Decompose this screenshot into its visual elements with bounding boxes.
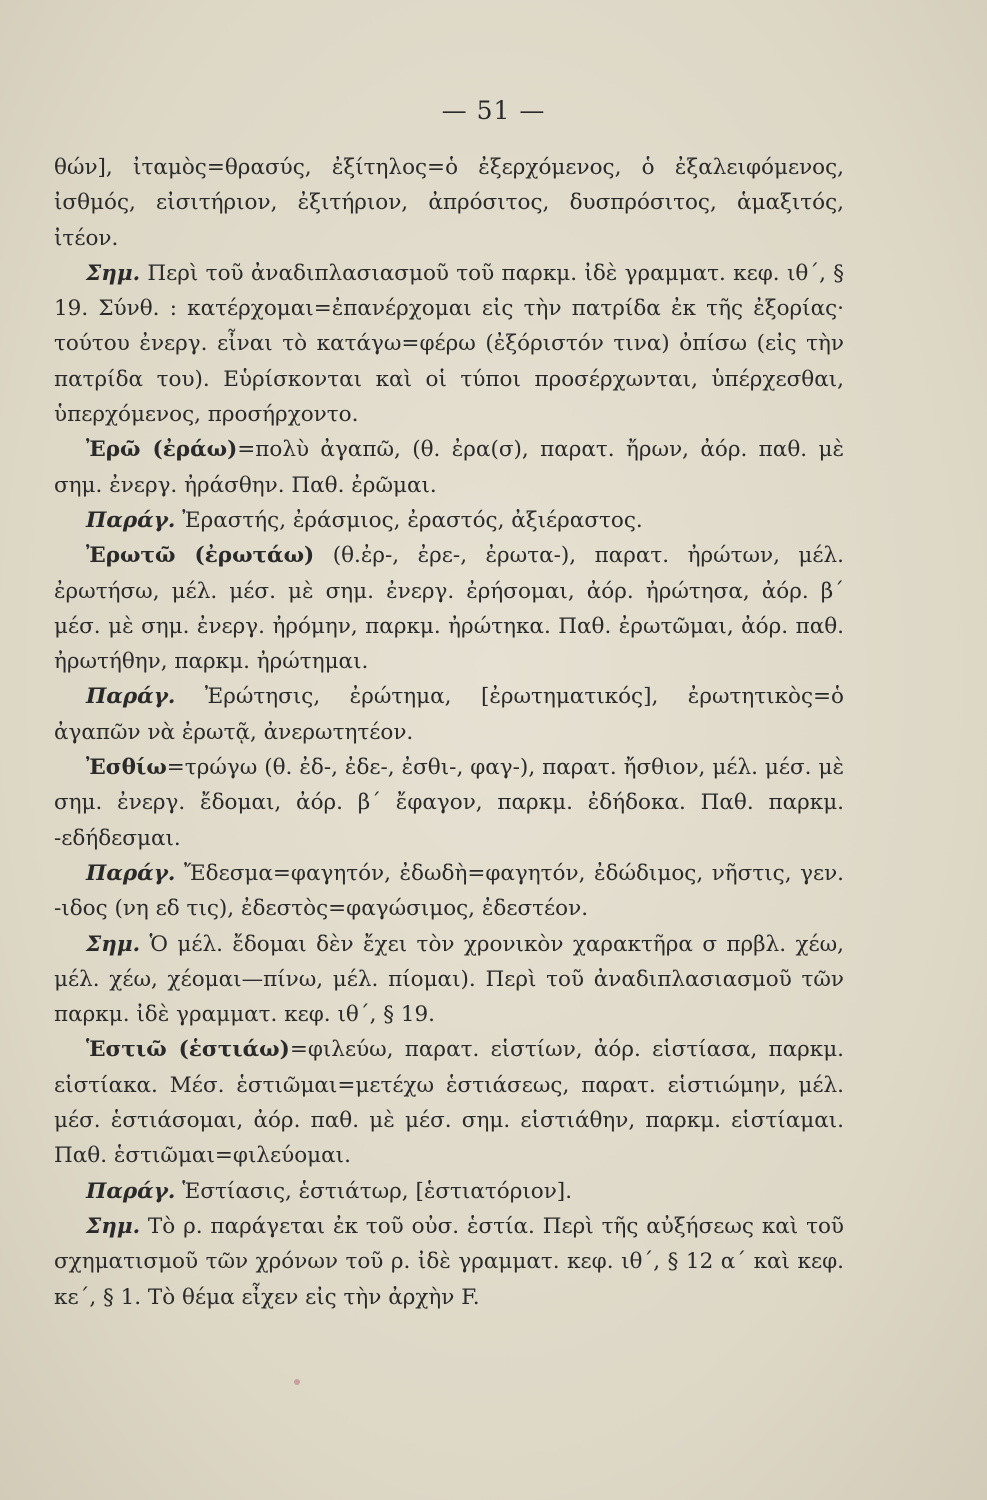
paragraph-derivatives: Παράγ. Ἐρώτησις, ἐρώτημα, [ἐρωτηματικός], ἐρωτητικὸς=ὁ ἀγαπῶν νὰ ἐρωτᾷ, ἀνερωτητέον. [54,684,844,745]
paragraph-derivatives: Παράγ. Ἐραστής, ἐράσμιος, ἐραστός, ἀξιέραστος. [86,507,643,533]
lemma-headword: Ἐρωτῶ (ἐρωτάω) [86,543,315,569]
entry-estio: Ἑστιῶ (ἑστιάω)=φιλεύω, παρατ. εἱστίων, ἀόρ. εἱστίασα, παρκμ. εἱστίακα. Μέσ. ἑστιῶμαι=μετέχω ἑστιάσεως, παρατ. εἱστιώμην, μέλ. μέσ. ἑστιάσομαι, ἀόρ. παθ. μὲ μέσ. σημ. εἱστιάθην, παρκμ. εἱστίαμαι. Παθ. ἑστιῶμαι=φιλεύομαι. [54,1037,844,1169]
lemma-headword: Ἐσθίω [86,755,167,781]
note-label: Σημ. [86,1213,141,1239]
entry-ero: Ἐρῶ (ἐράω)=πολὺ ἀγαπῶ, (θ. ἐρα(σ), παρατ. ἤρων, ἀόρ. παθ. μὲ σημ. ἐνεργ. ἠράσθην. Παθ. ἐρῶμαι. [54,437,844,498]
entry-eroto: Ἐρωτῶ (ἐρωτάω) (θ.ἐρ-, ἐρε-, ἐρωτα-), παρατ. ἠρώτων, μέλ. ἐρωτήσω, μέλ. μέσ. μὲ σημ. ἐνεργ. ἐρήσομαι, ἀόρ. ἠρώτησα, ἀόρ. β΄ μέσ. μὲ σημ. ἐνεργ. ἠρόμην, παρκμ. ἠρώτηκα. Παθ. ἐρωτῶμαι, ἀόρ. παθ. ἠρωτήθην, παρκμ. ἠρώτημαι. [54,543,844,675]
note-label: Σημ. [86,931,141,957]
derivatives-label: Παράγ. [86,507,176,533]
paragraph-note: Σημ. Τὸ ρ. παράγεται ἐκ τοῦ οὐσ. ἑστία. Περὶ τῆς αὐξήσεως καὶ τοῦ σχηματισμοῦ τῶν χρόνων τοῦ ρ. ἰδὲ γραμματ. κεφ. ιθ΄, § 12 α΄ καὶ κεφ. κε΄, § 1. Τὸ θέμα εἶχεν εἰς τὴν ἀρχὴν F. [54,1213,844,1310]
lemma-headword: Ἑστιῶ (ἑστιάω) [86,1037,290,1063]
paragraph-continuation: θών], ἰταμὸς=θρασύς, ἐξίτηλος=ὁ ἐξερχόμενος, ὁ ἐξαλειφόμενος, ἰσθμός, εἰσιτήριον, ἐξιτήριον, ἀπρόσιτος, δυσπρόσιτος, ἁμαξιτός, ἰτέον. [54,155,844,251]
text-body [54,150,844,1315]
derivatives-label: Παράγ. [86,684,176,710]
paragraph-derivatives: Παράγ. Ἔδεσμα=φαγητόν, ἐδωδὴ=φαγητόν, ἐδώδιμος, νῆστις, γεν. -ιδος (νη εδ τις), ἐδεστὸς=φαγώσιμος, ἐδεστέον. [54,860,844,922]
lemma-headword: Ἐρῶ (ἐράω) [86,437,238,463]
page-number: — 51 — [441,96,546,125]
paragraph-derivatives: Παράγ. Ἑστίασις, ἑστιάτωρ, [ἑστιατόριον]. [86,1178,573,1204]
derivatives-label: Παράγ. [86,860,176,886]
entry-esthio: Ἐσθίω=τρώγω (θ. ἐδ-, ἐδε-, ἐσθι-, φαγ-), παρατ. ἤσθιον, μέλ. μέσ. μὲ σημ. ἐνεργ. ἔδομαι, ἀόρ. β΄ ἔφαγον, παρκμ. ἐδήδοκα. Παθ. παρκμ. -εδήδεσμαι. [54,755,844,851]
derivatives-label: Παράγ. [86,1178,176,1204]
paragraph-note: Σημ. Ὁ μέλ. ἔδομαι δὲν ἔχει τὸν χρονικὸν χαρακτῆρα σ πρβλ. χέω, μέλ. χέω, χέομαι—πίνω, μέλ. πίομαι). Περὶ τοῦ ἀναδιπλασιασμοῦ τῶν παρκμ. ἰδὲ γραμματ. κεφ. ιθ΄, § 19. [54,931,844,1028]
ink-spot-mark [294,1379,300,1385]
paragraph-note: Σημ. Περὶ τοῦ ἀναδιπλασιασμοῦ τοῦ παρκμ. ἰδὲ γραμματ. κεφ. ιθ΄, § 19. Σύνθ. : κατέρχομαι=ἐπανέρχομαι εἰς τὴν πατρίδα ἐκ τῆς ἐξορίας· τούτου ἐνεργ. εἶναι τὸ κατάγω=φέρω (ἐξόριστόν τινα) ὀπίσω (εἰς τὴν πατρίδα του). Εὑρίσκονται καὶ οἱ τύποι προσέρχωνται, ὑπέρχεσθαι, ὑπερχόμενος, προσήρχοντο. [54,260,844,428]
note-label: Σημ. [86,260,141,286]
